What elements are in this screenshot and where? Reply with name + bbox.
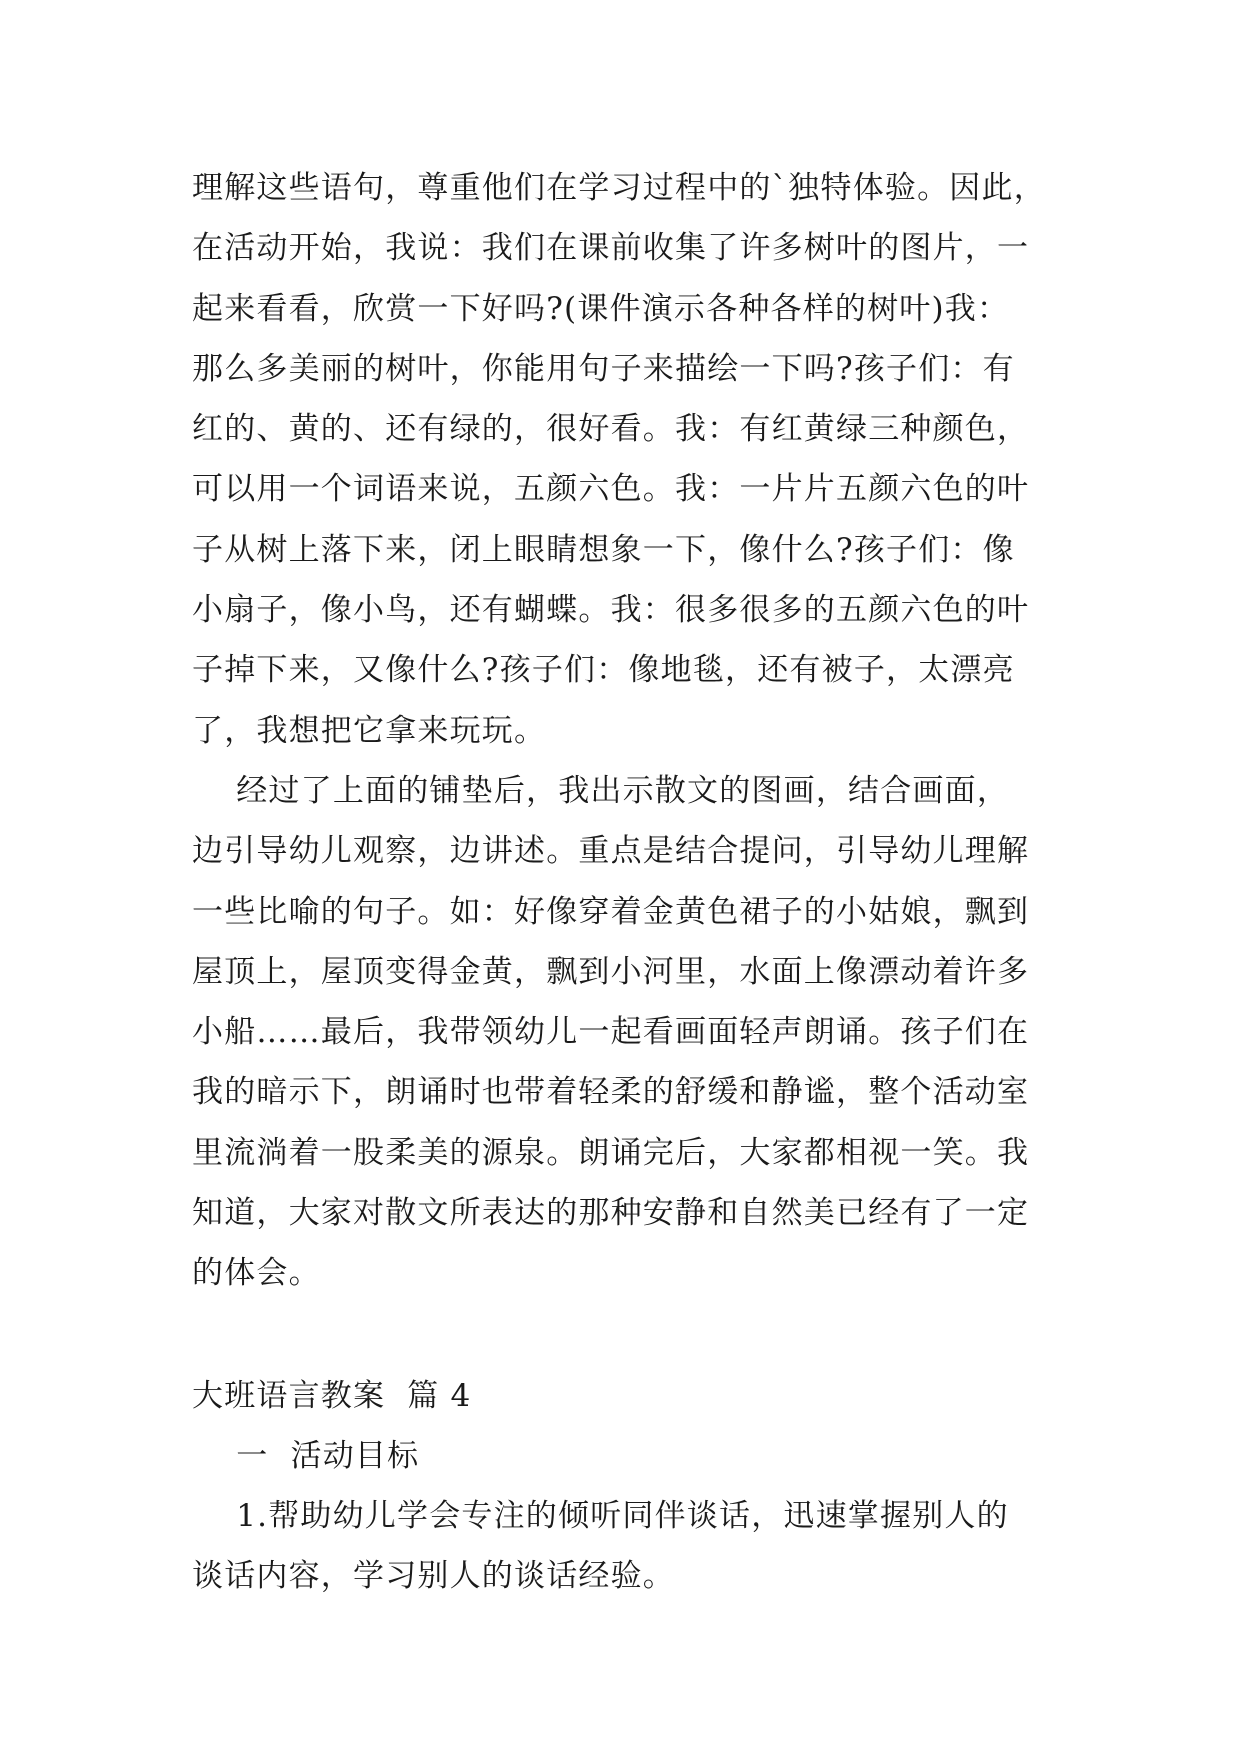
text-line: 的体会。	[192, 1255, 321, 1292]
text-line: 我的暗示下，朗诵时也带着轻柔的舒缓和静谧，整个活动室	[192, 1074, 1030, 1111]
text-line: 谈话内容，学习别人的谈话经验。	[192, 1557, 675, 1594]
text-line: 红的、黄的、还有绿的，很好看。我：有红黄绿三种颜色，	[192, 411, 1030, 448]
text-line: 了，我想把它拿来玩玩。	[192, 712, 547, 749]
document-body	[192, 158, 1072, 1606]
text-line: 子从树上落下来，闭上眼睛想象一下，像什么?孩子们：像	[192, 531, 1015, 568]
paragraph-3	[192, 1486, 1072, 1607]
paragraph-2	[192, 761, 1072, 1304]
text-line: 里流淌着一股柔美的源泉。朗诵完后，大家都相视一笑。我	[192, 1134, 1030, 1171]
text-line: 一些比喻的句子。如：好像穿着金黄色裙子的小姑娘，飘到	[192, 893, 1030, 930]
text-line: 1.帮助幼儿学会专注的倾听同伴谈话，迅速掌握别人的	[192, 1497, 1009, 1534]
paragraph-1	[192, 158, 1072, 761]
text-line: 理解这些语句，尊重他们在学习过程中的`独特体验。因此，	[192, 170, 1046, 206]
subheading: 一 活动目标	[192, 1437, 420, 1474]
text-line: 小船……最后，我带领幼儿一起看画面轻声朗诵。孩子们在	[192, 1014, 1030, 1051]
text-line: 那么多美丽的树叶，你能用句子来描绘一下吗?孩子们：有	[192, 350, 1015, 387]
text-line: 小扇子，像小鸟，还有蝴蝶。我：很多很多的五颜六色的叶	[192, 592, 1030, 629]
text-line: 子掉下来，又像什么?孩子们：像地毯，还有被子，太漂亮	[192, 652, 1015, 689]
text-line: 边引导幼儿观察，边讲述。重点是结合提问，引导幼儿理解	[192, 833, 1030, 870]
text-line: 经过了上面的铺垫后，我出示散文的图画，结合画面，	[192, 772, 1010, 809]
text-line: 屋顶上，屋顶变得金黄，飘到小河里，水面上像漂动着许多	[192, 953, 1030, 990]
text-line: 起来看看，欣赏一下好吗?(课件演示各种各样的树叶)我：	[192, 290, 1010, 327]
text-line: 可以用一个词语来说，五颜六色。我：一片片五颜六色的叶	[192, 471, 1030, 508]
section-spacer	[192, 1304, 1072, 1366]
section-title: 大班语言教案 篇 4	[192, 1377, 472, 1414]
text-line: 在活动开始，我说：我们在课前收集了许多树叶的图片，一	[192, 230, 1030, 267]
text-line: 知道，大家对散文所表达的那种安静和自然美已经有了一定	[192, 1195, 1030, 1232]
